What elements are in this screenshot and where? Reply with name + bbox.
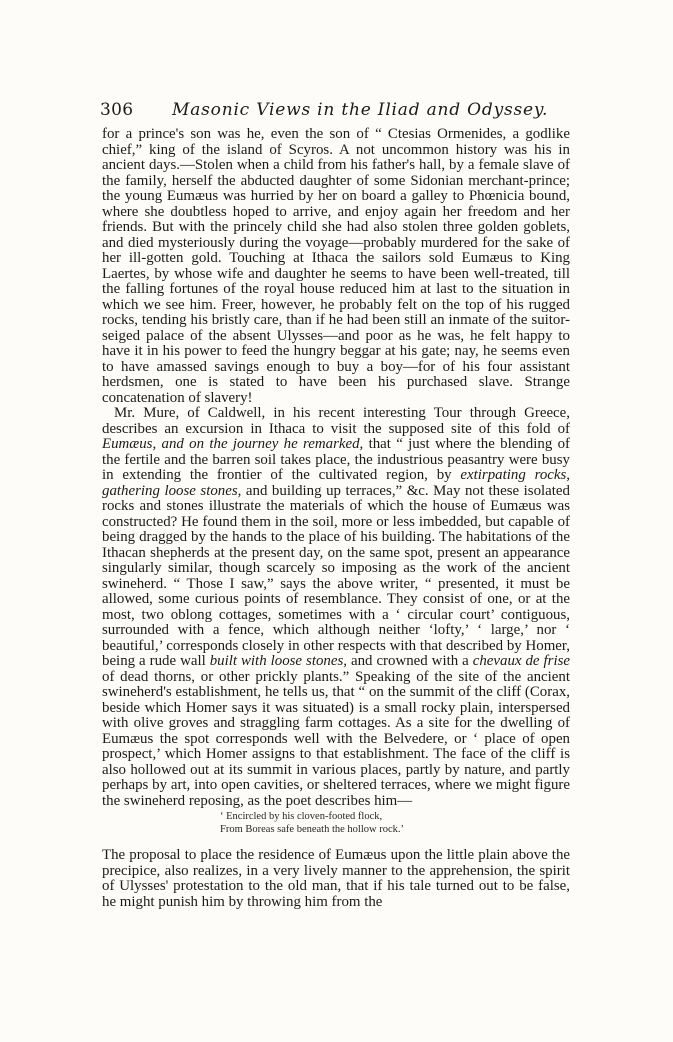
paragraph-1: for a prince's son was he, even the son of “ Ctesias Ormenides, a godlike chief,” king of the island of Scyros. A not uncommon history was his in ancient days.—Stolen when a child from his father's hall, by a female slave of the family, herself the abducted daughter of some Sidonian merchant-prince; the young Eumæus was hurried by her on board a galley to Phœnicia bound, where she doubtless hoped to arrive, and enjoy again her freedom and her friends. But with the princely child she had also stolen three golden goblets, and died mysteriously during the voyage—probably murdered for the sake of her ill-gotten gold. Touching at Ithaca the sailors sold Eumæus to King Laertes, by whose wife and daughter he seems to have been well-treated, till the falling fortunes of the royal house reduced him at last to the situation in which we see him. Freer, however, he probably felt on the top of his rugged rocks, tending his bristly care, than if he had been still an inmate of the suitor-seiged palace of the absent Ulysses—and poor as he was, he felt happy to have it in his power to feed the hungry beggar at his gate; nay, he seems even to have amassed savings enough to buy a boy—for of his four assistant herdsmen, one is stated to have been his purchased slave. Strange concatenation of slavery! <box>102 126 570 406</box>
verse-quotation <box>220 809 570 848</box>
paragraph-2-text-i: of dead thorns, or other prickly plants.” Speaking of the site of the ancient swineherd's establishment, he tells us, that “ on the summit of the cliff (Corax, beside which Homer says it was situated) is a small rocky plain, interspersed with olive groves and straggling farm cottages. As a site for the dwelling of Eumæus the spot corresponds well with the Belvedere, or ‘ place of open prospect,’ which Homer assigns to that establishment. The face of the cliff is also hollowed out at its summit in various places, partly by nature, and partly perhaps by art, into open cavities, or sheltered terraces, where we might figure the swineherd reposing, as the poet describes him— <box>102 668 570 809</box>
body-text <box>102 127 570 910</box>
paragraph-2-text-g: and crowned with a <box>346 653 473 669</box>
verse-line-2: From Boreas safe beneath the hollow rock.’ <box>220 823 404 835</box>
paragraph-2-text-e: and building up terraces,” &c. May not these isolated rocks and stones illustrate the materials of which the house of Eumæus was constructed? He found them in the soil, more or less imbedded, but capable of being dragged by the hands to the place of his building. The habitations of the Ithacan shepherds at the present day, on the same spot, present an appearance singularly similar, though scarcely so imposing as the work of the ancient swineherd. “ Those I saw,” says the above writer, “ presented, it must be allowed, some curious points of resemblance. They consist of one, or at the most, two oblong cottages, sometimes with a ‘ circular court’ contiguous, surrounded with a fence, which although neither ‘lofty,’ ‘ large,’ nor ‘ beautiful,’ corresponds closely in other respects with that described by Homer, being a rude wall <box>102 482 570 669</box>
verse-line-1: ‘ Encircled by his cloven-footed flock, <box>220 811 383 822</box>
paragraph-3: The proposal to place the residence of Eumæus upon the little plain above the precipice, also realizes, in a very lively manner to the apprehension, the spirit of Ulysses' protestation to the old man, that if his tale turned out to be false, he might punish him by throwing him from the <box>102 847 570 910</box>
paragraph-2-italic-built: built with loose stones, <box>209 653 347 669</box>
running-head: Masonic Views in the Iliad and Odyssey. <box>172 100 549 120</box>
paragraph-2-italic-extirpating: extirpating rocks, gathering loose stones, <box>102 467 570 499</box>
page-number: 306 <box>100 100 134 120</box>
paragraph-2-italic-eumaeus: Eumæus, and on the journey he remarked, <box>102 436 364 452</box>
page-header <box>100 97 570 123</box>
paragraph-2-italic-chevaux: chevaux de frise <box>472 653 570 669</box>
paragraph-2-text-c: that “ just where the blending of the fertile and the barren soil takes place, the industrious peasantry were busy in extending the frontier of the cultivated region, by <box>102 436 570 483</box>
paragraph-2-text-a: Mr. Mure, of Caldwell, in his recent interesting Tour through Greece, describes an excursion in Ithaca to visit the supposed site of this fold of <box>102 405 570 437</box>
paragraph-2 <box>102 406 570 809</box>
